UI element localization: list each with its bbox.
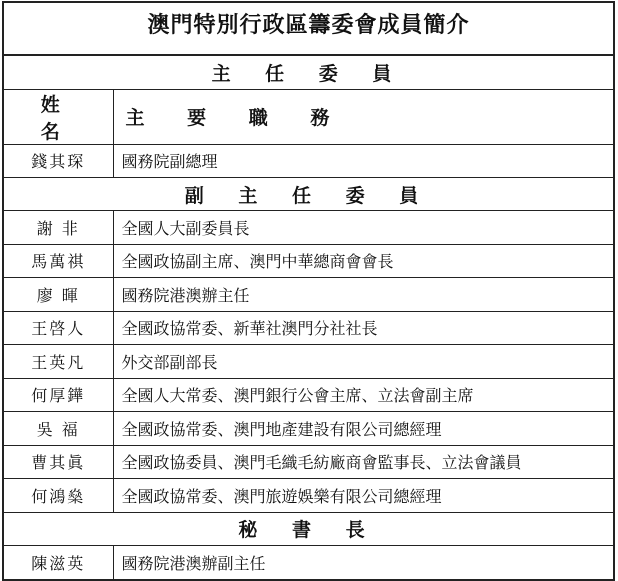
member-position: 全國政協常委、澳門旅遊娛樂有限公司總經理 <box>113 479 613 513</box>
document-title: 澳門特別行政區籌委會成員簡介 <box>4 3 613 56</box>
member-position: 全國政協常委、澳門地產建設有限公司總經理 <box>113 412 613 446</box>
table-row <box>4 445 613 479</box>
member-position: 全國人大副委員長 <box>113 211 613 245</box>
table-row <box>4 144 613 178</box>
member-name: 吳 福 <box>4 412 113 446</box>
member-name: 曹其眞 <box>4 445 113 479</box>
member-position: 外交部副部長 <box>113 345 613 379</box>
member-position: 全國政協副主席、澳門中華總商會會長 <box>113 244 613 278</box>
table-row <box>4 412 613 446</box>
member-position: 國務院港澳辦副主任 <box>113 545 613 579</box>
column-header-name: 姓 名 <box>4 89 113 144</box>
member-name: 何厚鏵 <box>4 378 113 412</box>
table-row <box>4 545 613 579</box>
member-position: 全國政協常委、新華社澳門分社社長 <box>113 311 613 345</box>
member-roster <box>2 1 615 581</box>
member-name: 何鴻燊 <box>4 479 113 513</box>
section-row-secretary-general <box>4 512 613 545</box>
member-position: 國務院副總理 <box>113 144 613 178</box>
table-row <box>4 311 613 345</box>
member-table-body <box>4 56 613 579</box>
member-name: 廖 暉 <box>4 278 113 312</box>
member-position: 國務院港澳辦主任 <box>113 278 613 312</box>
member-name: 王啓人 <box>4 311 113 345</box>
member-name: 陳滋英 <box>4 545 113 579</box>
member-position: 全國人大常委、澳門銀行公會主席、立法會副主席 <box>113 378 613 412</box>
column-header-row <box>4 89 613 144</box>
section-label: 副 主 任 委 員 <box>4 178 613 211</box>
section-label: 秘 書 長 <box>4 512 613 545</box>
table-row <box>4 479 613 513</box>
table-row <box>4 345 613 379</box>
table-row <box>4 211 613 245</box>
column-header-position: 主 要 職 務 <box>113 89 613 144</box>
table-row <box>4 244 613 278</box>
member-name: 錢其琛 <box>4 144 113 178</box>
table-row <box>4 278 613 312</box>
section-label: 主 任 委 員 <box>4 56 613 89</box>
section-row-deputy-director <box>4 178 613 211</box>
member-name: 馬萬祺 <box>4 244 113 278</box>
member-table <box>4 56 613 579</box>
member-position: 全國政協委員、澳門毛織毛紡廠商會監事長、立法會議員 <box>113 445 613 479</box>
section-row-director <box>4 56 613 89</box>
member-name: 謝 非 <box>4 211 113 245</box>
table-row <box>4 378 613 412</box>
member-name: 王英凡 <box>4 345 113 379</box>
